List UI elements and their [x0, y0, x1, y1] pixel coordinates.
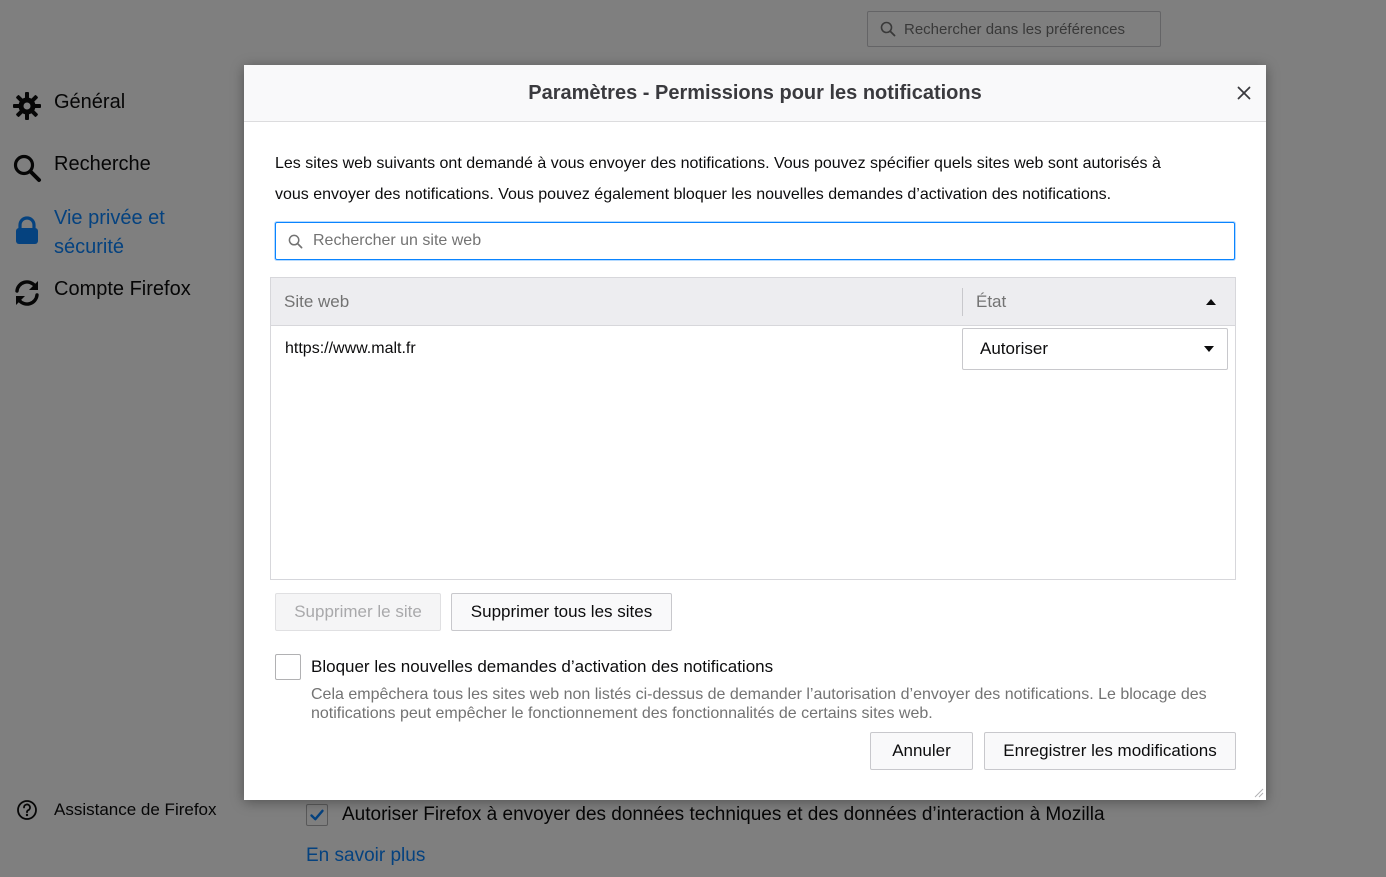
sort-ascending-icon [1205, 298, 1217, 306]
dialog-description [275, 148, 1245, 210]
save-changes-button[interactable]: Enregistrer les modifications [984, 732, 1236, 770]
column-header-state-label: État [976, 291, 1007, 311]
site-search-field[interactable] [275, 222, 1235, 260]
column-header-state[interactable] [963, 292, 1235, 312]
resize-grip-icon[interactable] [1252, 786, 1264, 798]
row-state-select[interactable] [962, 328, 1228, 370]
search-icon [288, 234, 303, 249]
column-header-site[interactable]: Site web [284, 291, 350, 311]
site-search-input[interactable] [311, 231, 1234, 251]
row-state-value: Autoriser [980, 339, 1049, 358]
dialog-description-line2: vous envoyer des notifications. Vous pouvez également bloquer les nouvelles demandes d’activation des notifications. [275, 186, 1112, 203]
block-new-requests-checkbox[interactable] [275, 654, 301, 680]
chevron-down-icon [1203, 345, 1215, 353]
site-permissions-table [270, 277, 1236, 580]
table-header [271, 278, 1235, 326]
notification-permissions-dialog [244, 65, 1266, 800]
table-row[interactable] [271, 326, 1235, 372]
dialog-header [244, 65, 1266, 122]
dialog-title: Paramètres - Permissions pour les notifications [528, 81, 982, 104]
remove-site-button[interactable]: Supprimer le site [275, 593, 441, 631]
cancel-button[interactable]: Annuler [870, 732, 973, 770]
remove-all-sites-button[interactable]: Supprimer tous les sites [451, 593, 672, 631]
row-site-url: https://www.malt.fr [285, 340, 416, 357]
block-new-requests-label[interactable]: Bloquer les nouvelles demandes d’activation des notifications [311, 657, 774, 676]
block-new-requests-option [275, 654, 773, 680]
close-icon [1237, 86, 1251, 100]
dialog-description-line1: Les sites web suivants ont demandé à vous envoyer des notifications. Vous pouvez spécifier quels sites web sont autorisés à [275, 155, 1161, 172]
block-new-requests-description: Cela empêchera tous les sites web non listés ci-dessus de demander l’autorisation d’envoyer des notifications. Le blocage des notifications peut empêcher le fonctionnement des fonctionnalités de certains sites web. [311, 686, 1207, 722]
close-button[interactable] [1232, 81, 1256, 105]
